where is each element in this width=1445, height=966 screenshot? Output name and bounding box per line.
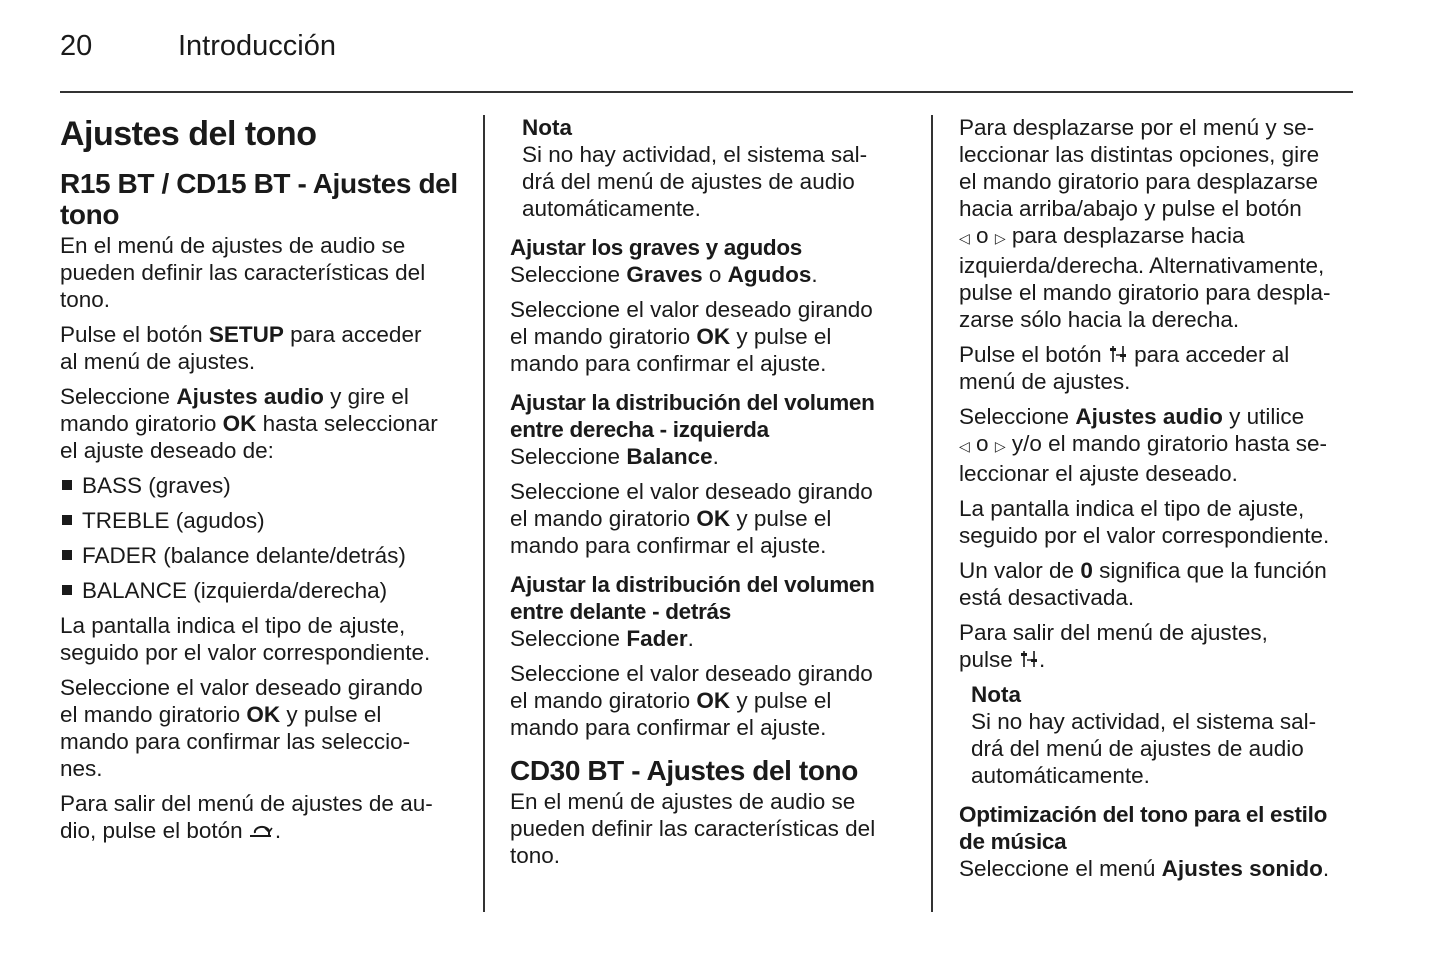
note-text (971, 708, 1369, 789)
paragraph (959, 855, 1369, 882)
text: . (274, 818, 282, 843)
text: Seleccione el valor deseado girando el mando giratorio (60, 675, 423, 727)
note-text (522, 141, 920, 222)
paragraph (510, 660, 920, 741)
text: . (1039, 647, 1046, 672)
bold-text: Agudos (727, 262, 812, 287)
text: BALANCE (izquierda/derecha) (82, 578, 388, 603)
back-icon (249, 818, 275, 843)
bold-text: OK (696, 324, 731, 349)
paragraph (510, 443, 920, 470)
text: . (687, 626, 694, 651)
paragraph (959, 341, 1369, 395)
text: R15 BT / CD15 BT - Ajustes del tono (60, 168, 458, 230)
topic-heading (510, 389, 920, 443)
text: Seleccione el valor deseado girando el mando giratorio (510, 297, 873, 349)
text: . (1322, 856, 1330, 881)
bold-text: 0 (1080, 558, 1093, 583)
text: y pulse el mando para confirmar el ajuste. (510, 506, 832, 558)
paragraph (510, 625, 920, 652)
list-item (60, 507, 470, 534)
text: Un valor de (959, 558, 1081, 583)
subsection-heading (60, 168, 470, 230)
text: En el menú de ajustes de audio se pueden definir las características del tono. (60, 233, 426, 312)
bold-text: OK (696, 506, 731, 531)
note-box (522, 114, 920, 222)
text: para acceder al menú de ajustes. (959, 342, 1290, 394)
list-item (60, 472, 470, 499)
text: Optimización del tono para el estilo de música (959, 802, 1328, 854)
text: Seleccione el valor deseado girando el mando giratorio (510, 479, 873, 531)
text: La pantalla indica el tipo de ajuste, seguido por el valor correspondiente. (60, 613, 431, 665)
page-number: 20 (60, 30, 93, 62)
bold-text: OK (222, 411, 257, 436)
text: CD30 BT - Ajustes del tono (510, 755, 858, 786)
list-item (60, 577, 470, 604)
section-title: Introducción (178, 30, 336, 62)
text: y pulse el mando para confirmar el ajuste. (510, 688, 832, 740)
text: Para salir del menú de ajustes, pulse (959, 620, 1268, 672)
text: Ajustes del tono (60, 115, 317, 153)
paragraph (959, 557, 1369, 611)
column-3 (959, 114, 1369, 890)
text: y/o el mando giratorio hasta se- leccionar el ajuste deseado. (959, 431, 1328, 486)
topic-heading (959, 801, 1369, 855)
note-box (971, 681, 1369, 789)
column-divider (931, 115, 933, 912)
text: y pulse el mando para confirmar las seleccio- nes. (60, 702, 411, 781)
bullet-icon (62, 515, 72, 525)
paragraph (60, 612, 470, 666)
text: Seleccione (510, 626, 627, 651)
section-heading (60, 114, 470, 154)
list-item (60, 542, 470, 569)
bold-text: Ajustes audio (176, 384, 324, 409)
text: para desplazarse hacia izquierda/derecha. Alternativamente, pulse el mando giratorio para despla- zarse sólo hacia la derecha. (959, 223, 1331, 332)
paragraph (510, 478, 920, 559)
text: Pulse el botón (60, 322, 209, 347)
text: Seleccione (60, 384, 177, 409)
note-title: Nota (522, 115, 572, 140)
text: hasta seleccionar el ajuste deseado de: (60, 411, 438, 463)
column-divider (483, 115, 485, 912)
paragraph (60, 790, 470, 844)
text: Seleccione (959, 404, 1076, 429)
text: En el menú de ajustes de audio se pueden definir las características del tono. (510, 789, 876, 868)
text: Ajustar la distribución del volumen entre derecha - izquierda (510, 390, 875, 442)
bullet-icon (62, 585, 72, 595)
text: . (811, 262, 818, 287)
paragraph (510, 296, 920, 377)
text: Seleccione el valor deseado girando el mando giratorio (510, 661, 873, 713)
text: y gire el mando giratorio (60, 384, 409, 436)
note-title: Nota (971, 682, 1021, 707)
topic-heading (510, 234, 920, 261)
setup-icon (1108, 342, 1128, 367)
text: Pulse el botón (959, 342, 1108, 367)
bold-text: Graves (626, 262, 703, 287)
arrow-glyph: ◁ (959, 438, 970, 454)
text: o (969, 431, 995, 456)
setup-icon (1019, 647, 1039, 672)
bold-text: OK (246, 702, 281, 727)
bold-text: Fader (626, 626, 688, 651)
paragraph (60, 383, 470, 464)
text: para acceder al menú de ajustes. (60, 322, 422, 374)
text: o (969, 223, 995, 248)
bullet-icon (62, 550, 72, 560)
bold-text: Ajustes audio (1075, 404, 1223, 429)
text: TREBLE (agudos) (82, 508, 265, 533)
header-rule (60, 91, 1353, 93)
text: Si no hay actividad, el sistema sal- drá del menú de ajustes de audio automáticamente. (971, 709, 1317, 788)
text: Ajustar la distribución del volumen entre delante - detrás (510, 572, 875, 624)
text: y utilice (1229, 404, 1305, 429)
text: . (712, 444, 719, 469)
column-2 (510, 114, 920, 877)
paragraph (510, 261, 920, 288)
paragraph (60, 321, 470, 375)
text: Seleccione (510, 444, 627, 469)
arrow-glyph: ◁ (959, 230, 970, 246)
text: FADER (balance delante/detrás) (82, 543, 406, 568)
text: Para desplazarse por el menú y se- leccionar las distintas opciones, gire el mando giratorio para desplazarse hacia arriba/abajo y pulse el botón (959, 115, 1320, 221)
text: y pulse el mando para confirmar el ajuste. (510, 324, 832, 376)
text: Seleccione (510, 262, 627, 287)
text: Para salir del menú de ajustes de au- dio, pulse el botón (60, 791, 433, 843)
subsection-heading (510, 755, 920, 786)
bold-text: OK (696, 688, 731, 713)
text: La pantalla indica el tipo de ajuste, seguido por el valor correspondiente. (959, 496, 1330, 548)
bold-text: SETUP (208, 322, 284, 347)
text: o (702, 262, 728, 287)
paragraph (60, 232, 470, 313)
paragraph (60, 674, 470, 782)
paragraph (959, 403, 1369, 487)
text: Seleccione el menú (959, 856, 1162, 881)
arrow-glyph: ▷ (994, 230, 1006, 246)
text: BASS (graves) (82, 473, 231, 498)
bold-text: Balance (626, 444, 713, 469)
paragraph (959, 495, 1369, 549)
column-1 (60, 114, 470, 852)
text: Ajustar los graves y agudos (510, 235, 803, 260)
paragraph (959, 114, 1369, 333)
topic-heading (510, 571, 920, 625)
text: significa que la función está desactivada. (959, 558, 1327, 610)
paragraph (510, 788, 920, 869)
text: Si no hay actividad, el sistema sal- drá del menú de ajustes de audio automáticamente. (522, 142, 868, 221)
arrow-glyph: ▷ (994, 438, 1006, 454)
bold-text: Ajustes sonido (1161, 856, 1323, 881)
bullet-icon (62, 480, 72, 490)
paragraph (959, 619, 1369, 673)
